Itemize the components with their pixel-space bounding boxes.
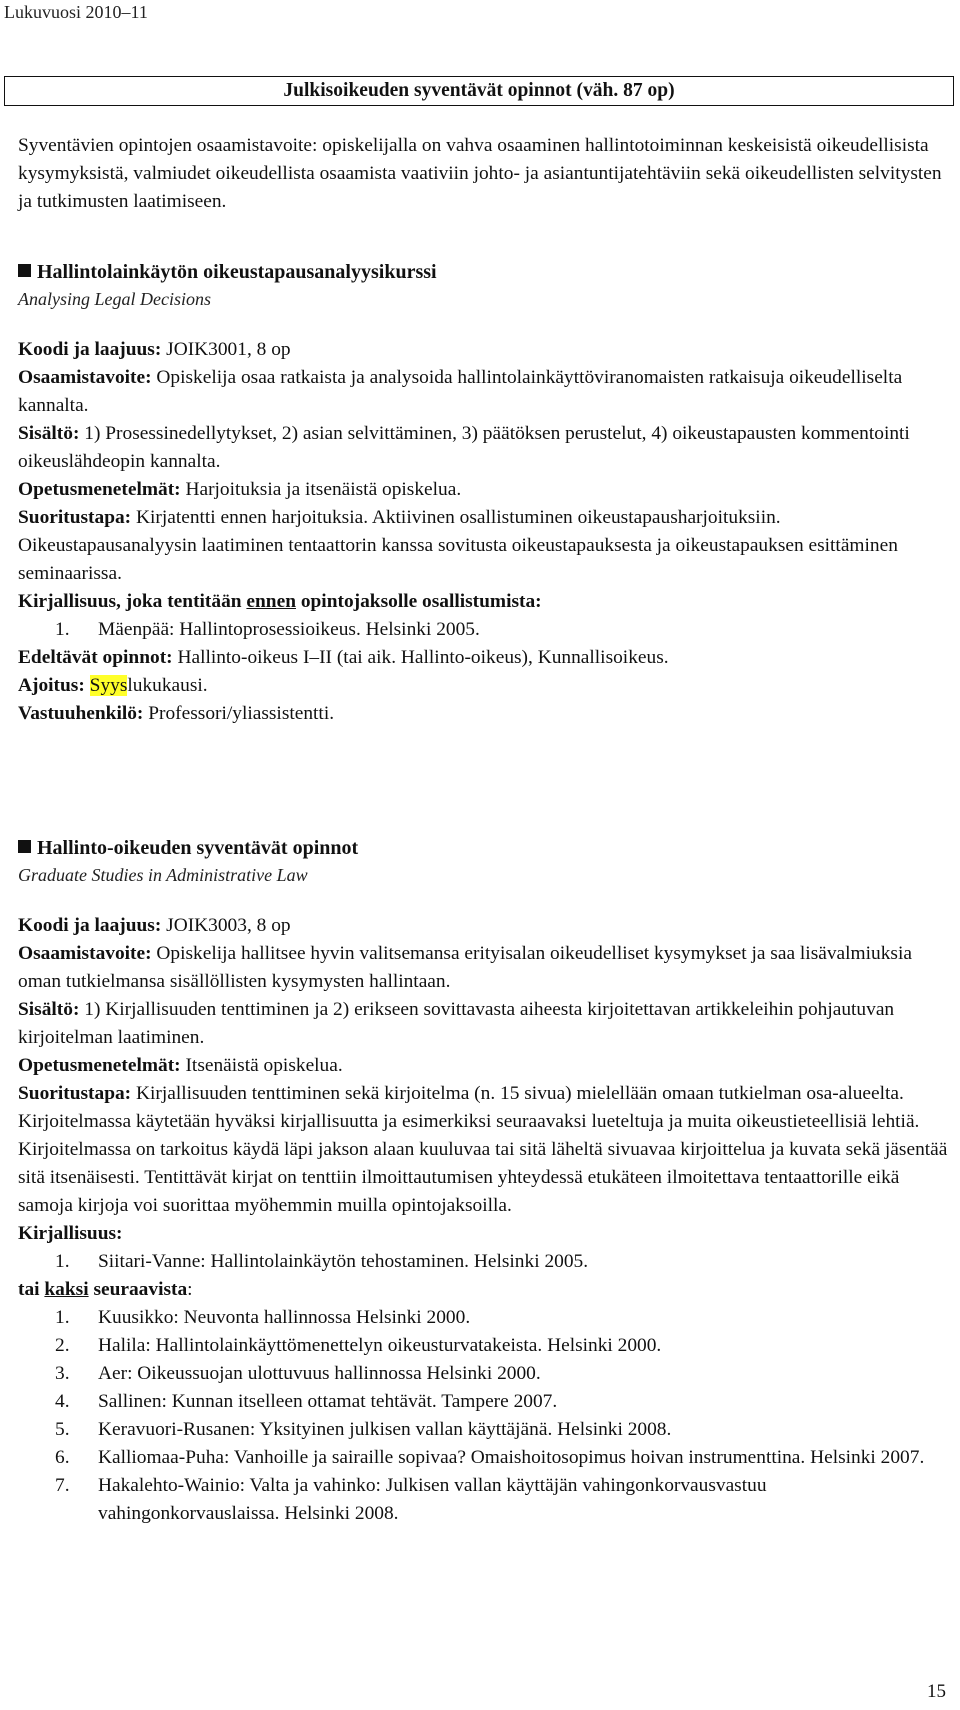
square-bullet-icon: [18, 264, 31, 277]
list-item: [18, 1444, 948, 1472]
list-item-text: Siitari-Vanne: Hallintolainkäytön tehostaminen. Helsinki 2005.: [98, 1251, 589, 1272]
list-item-text: Sallinen: Kunnan itselleen ottamat tehtävät. Tampere 2007.: [98, 1391, 558, 1412]
course-completion-extra: Oikeustapausanalyysin laatiminen tentaattorin kanssa sovitusta oikeustapauksesta ja oikeustapauksen esittäminen seminaarissa.: [18, 535, 898, 584]
literature-list: [18, 1248, 948, 1276]
list-item-text: Kuusikko: Neuvonta hallinnossa Helsinki 2000.: [98, 1307, 471, 1328]
list-item-number: 6.: [55, 1447, 70, 1468]
course-title-english: Graduate Studies in Administrative Law: [18, 865, 308, 885]
list-item-number: 5.: [55, 1419, 70, 1440]
highlighted-text: Syys: [89, 675, 128, 696]
list-item-text: Halila: Hallintolainkäyttömenettelyn oikeusturvatakeista. Helsinki 2000.: [98, 1335, 662, 1356]
list-item-text: Mäenpää: Hallintoprosessioikeus. Helsinki 2005.: [98, 619, 480, 640]
course-title: [18, 834, 948, 862]
page-number: 15: [927, 1681, 946, 1702]
list-item-text: Hakalehto-Wainio: Valta ja vahinko: Julkisen vallan käyttäjän vahingonkorvausvastuu vahingonkorvauslaissa. Helsinki 2008.: [98, 1475, 767, 1524]
list-item-text: Aer: Oikeussuojan ulottuvuus hallinnossa Helsinki 2000.: [98, 1363, 541, 1384]
course-completion: Suoritustapa: Kirjallisuuden tenttiminen sekä kirjoitelma (n. 15 sivua) mielellään omaan tutkielman osa-alueelta. Kirjoitelmassa käytetään hyväksi kirjallisuutta ja esimerkiksi seuraavaksi lueteltuja ja muita oikeustieteellisiä lehtiä. Kirjoitelmassa on tarkoitus käydä läpi jakson alaan kuuluvaa tai sitä läheltä sivuavaa kirjoittelua ja kuvata sekä jäsentää sitä itsenäisesti. Tentittävät kirjat on tenttiin ilmoittautumisen yhteydessä etukäteen ilmoitettava tentaattorille eikä samoja kirjoja voi suorittaa myöhemmin muilla opintojaksoilla.: [18, 1083, 948, 1216]
literature-heading: Kirjallisuus, joka tentitään ennen opintojaksolle osallistumista:: [18, 591, 542, 612]
page-header: Lukuvuosi 2010–11: [4, 2, 148, 22]
course-methods: Opetusmenetelmät: Harjoituksia ja itsenäistä opiskelua.: [18, 479, 462, 500]
choice-literature-list: [18, 1304, 948, 1528]
list-item: [18, 1360, 948, 1388]
course-analysing-legal-decisions: [18, 258, 948, 728]
list-item: [18, 1472, 948, 1528]
list-item-number: 7.: [55, 1475, 70, 1496]
literature-list: [18, 616, 948, 644]
list-item-number: 4.: [55, 1391, 70, 1412]
course-completion: Suoritustapa: Kirjatentti ennen harjoituksia. Aktiivinen osallistuminen oikeustapausharjoituksiin.: [18, 507, 781, 528]
course-title-text: Hallinto-oikeuden syventävät opinnot: [37, 837, 359, 859]
list-item-number: 1.: [55, 619, 70, 640]
list-item-number: 1.: [55, 1251, 70, 1272]
list-item: [18, 1304, 948, 1332]
list-item: [18, 616, 948, 644]
course-title-text: Hallintolainkäytön oikeustapausanalyysikurssi: [37, 261, 437, 283]
course-title: [18, 258, 948, 286]
intro-paragraph: Syventävien opintojen osaamistavoite: opiskelijalla on vahva osaaminen hallintotoiminnan keskeisistä oikeudellisista kysymyksistä, valmiudet oikeudellista osaamista vaativiin johto- ja asiantuntijatehtäviin sekä oikeudellisten selvitysten ja tutkimusten laatimiseen.: [18, 135, 942, 212]
course-code: Koodi ja laajuus: JOIK3001, 8 op: [18, 339, 291, 360]
course-methods: Opetusmenetelmät: Itsenäistä opiskelua.: [18, 1055, 343, 1076]
list-item: [18, 1332, 948, 1360]
literature-heading: Kirjallisuus:: [18, 1223, 123, 1244]
course-goal: Osaamistavoite: Opiskelija hallitsee hyvin valitsemansa erityisalan oikeudelliset kysymykset ja saa lisävalmiuksia oman tutkielmansa sisällöllisten kysymysten hallintaan.: [18, 943, 912, 992]
list-item-number: 2.: [55, 1335, 70, 1356]
course-code: Koodi ja laajuus: JOIK3003, 8 op: [18, 915, 291, 936]
course-title-english: Analysing Legal Decisions: [18, 289, 211, 309]
course-content: Sisältö: 1) Kirjallisuuden tenttiminen ja 2) erikseen sovittavasta aiheesta kirjoitettavan artikkeleihin pohjautuvan kirjoitelman laatiminen.: [18, 999, 895, 1048]
course-goal: Osaamistavoite: Opiskelija osaa ratkaista ja analysoida hallintolainkäyttöviranomaisten ratkaisuja oikeudelliselta kannalta.: [18, 367, 903, 416]
list-item-text: Keravuori-Rusanen: Yksityinen julkisen vallan käyttäjänä. Helsinki 2008.: [98, 1419, 672, 1440]
section-title: Julkisoikeuden syventävät opinnot (väh. 87 op): [4, 76, 954, 106]
list-item-number: 1.: [55, 1307, 70, 1328]
list-item: [18, 1388, 948, 1416]
list-item: [18, 1416, 948, 1444]
list-item-number: 3.: [55, 1363, 70, 1384]
course-timing: Ajoitus: Syyslukukausi.: [18, 675, 208, 696]
square-bullet-icon: [18, 840, 31, 853]
choice-heading: tai kaksi seuraavista:: [18, 1279, 193, 1300]
list-item-text: Kalliomaa-Puha: Vanhoille ja sairaille sopivaa? Omaishoitosopimus hoivan instrumenttina. Helsinki 2007.: [98, 1447, 925, 1468]
course-prerequisites: Edeltävät opinnot: Hallinto-oikeus I–II (tai aik. Hallinto-oikeus), Kunnallisoikeus.: [18, 647, 669, 668]
list-item: [18, 1248, 948, 1276]
course-content: Sisältö: 1) Prosessinedellytykset, 2) asian selvittäminen, 3) päätöksen perustelut, 4) oikeustapausten kommentointi oikeuslähdeopin kannalta.: [18, 423, 910, 472]
course-graduate-studies: [18, 834, 948, 1528]
course-responsible: Vastuuhenkilö: Professori/yliassistentti.: [18, 703, 335, 724]
